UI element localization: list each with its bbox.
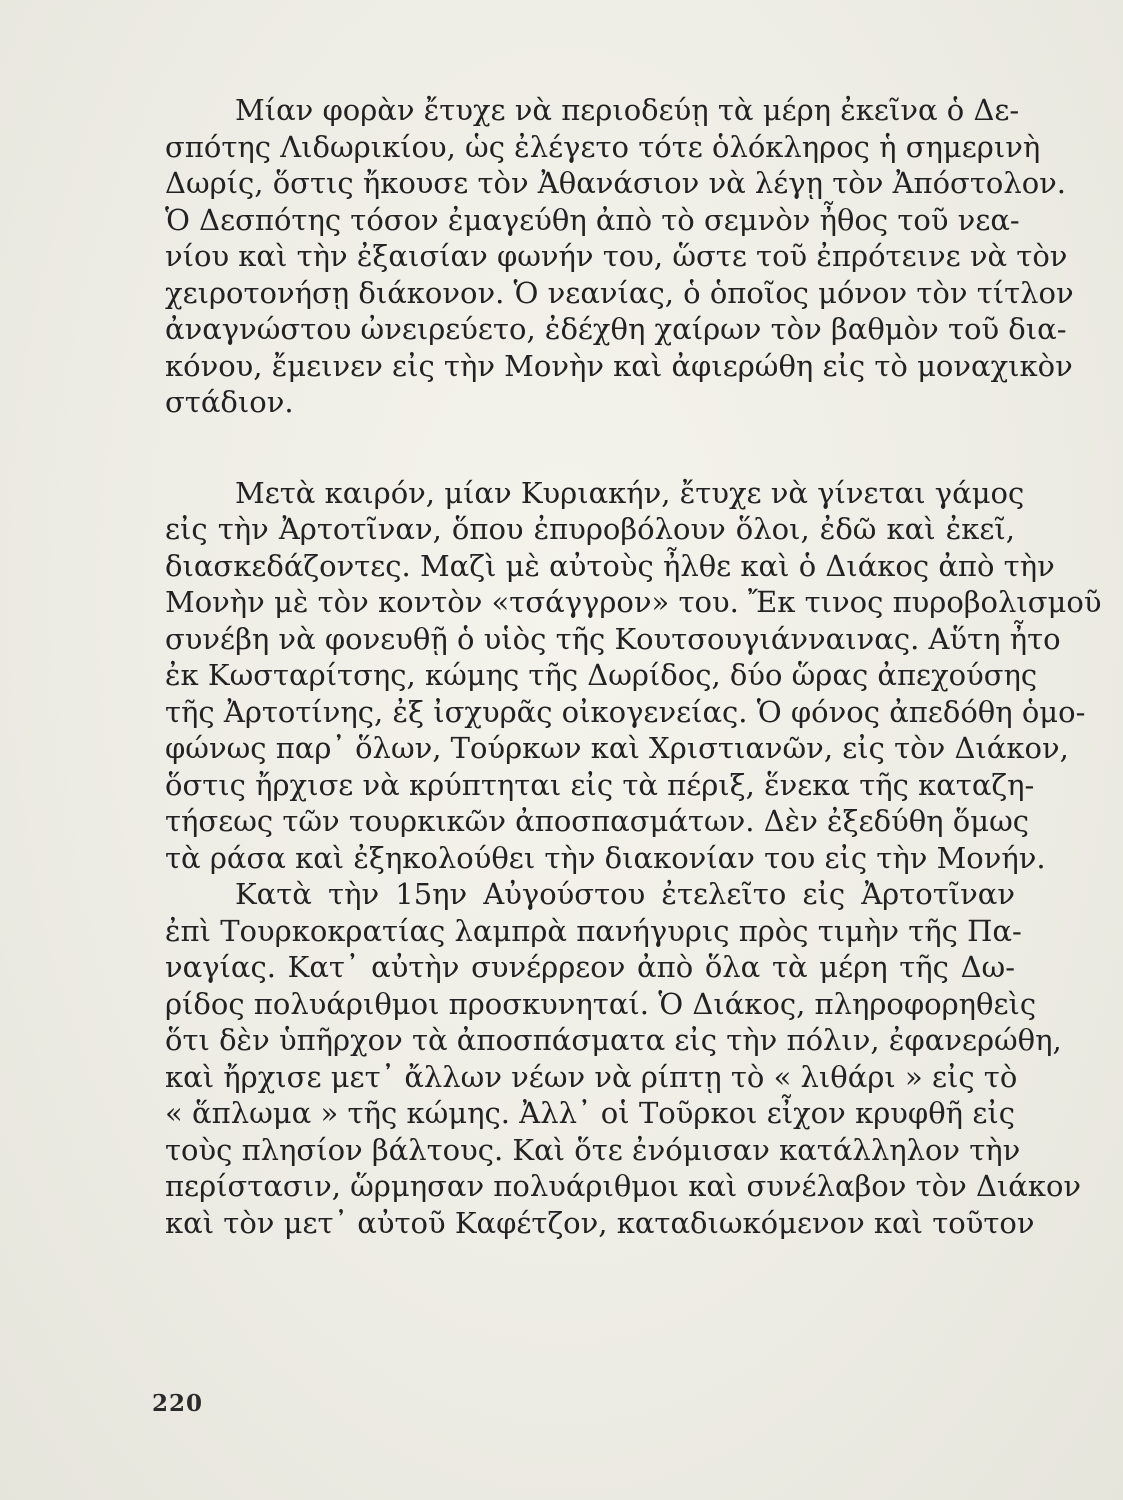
paragraph-3 <box>165 876 1082 1241</box>
text-line: ρίδος πολυάριθμοι προσκυνηταί. Ὁ Διάκος, πληροφορηθεὶς <box>165 986 1037 1021</box>
page-number: 220 <box>152 1390 204 1417</box>
text-line: διασκεδάζοντες. Μαζὶ μὲ αὐτοὺς ἦλθε καὶ ὁ Διάκος ἀπὸ τὴν <box>165 548 1055 583</box>
text-line: Μονὴν μὲ τὸν κοντὸν «τσάγγρον» του. Ἔκ τινος πυροβολισμοῦ <box>165 585 1102 619</box>
body-text <box>165 92 1102 1241</box>
text-line: ὅστις ἤρχισε νὰ κρύπτηται εἰς τὰ πέριξ, ἕνεκα τῆς καταζη- <box>165 767 1035 802</box>
text-line: νίου καὶ τὴν ἐξαισίαν φωνήν του, ὥστε τοῦ ἐπρότεινε νὰ τὸν <box>165 239 1068 273</box>
text-line: χειροτονήσῃ διάκονον. Ὁ νεανίας, ὁ ὁποῖος μόνον τὸν τίτλον <box>165 275 1074 310</box>
paragraph-spacer <box>165 421 1015 475</box>
text-line: τὰ ράσα καὶ ἐξηκολούθει τὴν διακονίαν του εἰς τὴν Μονήν. <box>165 840 1046 875</box>
text-line: τοὺς πλησίον βάλτους. Καὶ ὅτε ἐνόμισαν κατάλληλον τὴν <box>165 1132 1021 1167</box>
text-line: εἰς τὴν Ἀρτοτῖναν, ὅπου ἐπυροβόλουν ὅλοι, ἐδῶ καὶ ἐκεῖ, <box>165 512 1015 546</box>
text-line: κόνου, ἔμεινεν εἰς τὴν Μονὴν καὶ ἀφιερώθη εἰς τὸ μοναχικὸν <box>165 348 1073 383</box>
text-line: ναγίας. Κατ᾽ αὐτὴν συνέρρεον ἀπὸ ὅλα τὰ μέρη τῆς Δω- <box>165 950 1015 984</box>
paragraph-2 <box>165 475 1102 877</box>
text-line: ὅτι δὲν ὑπῆρχον τὰ ἀποσπάσματα εἰς τὴν πόλιν, ἐφανερώθη, <box>165 1023 1062 1057</box>
text-line: Μετὰ καιρόν, μίαν Κυριακήν, ἔτυχε νὰ γίνεται γάμος <box>235 475 1025 510</box>
text-line: ἀναγνώστου ὠνειρεύετο, ἐδέχθη χαίρων τὸν βαθμὸν τοῦ δια- <box>165 312 1067 346</box>
text-line: συνέβη νὰ φονευθῇ ὁ υἱὸς τῆς Κουτσουγιάνναινας. Αὕτη ἦτο <box>165 621 1061 656</box>
paragraph-1 <box>165 92 1074 421</box>
text-line: καὶ ἤρχισε μετ᾽ ἄλλων νέων νὰ ρίπτῃ τὸ « λιθάρι » εἰς τὸ <box>165 1059 1018 1094</box>
text-line: σπότης Λιδωρικίου, ὡς ἐλέγετο τότε ὁλόκληρος ἡ σημερινὴ <box>165 129 1041 164</box>
text-line: φώνως παρ᾽ ὅλων, Τούρκων καὶ Χριστιανῶν, εἰς τὸν Διάκον, <box>165 731 1069 765</box>
text-line: Δωρίς, ὅστις ἤκουσε τὸν Ἀθανάσιον νὰ λέγῃ τὸν Ἀπόστολον. <box>165 166 1067 200</box>
text-line: « ἅπλωμα » τῆς κώμης. Ἀλλ᾽ οἱ Τοῦρκοι εἶχον κρυφθῆ εἰς <box>165 1096 1015 1130</box>
text-line: τῆς Ἀρτοτίνης, ἐξ ἰσχυρᾶς οἰκογενείας. Ὁ φόνος ἀπεδόθη ὁμο- <box>165 694 1086 729</box>
text-line: περίστασιν, ὥρμησαν πολυάριθμοι καὶ συνέλαβον τὸν Διάκον <box>165 1169 1082 1203</box>
text-line: στάδιον. <box>165 385 294 419</box>
text-line: Ὁ Δεσπότης τόσον ἐμαγεύθη ἀπὸ τὸ σεμνὸν ἦθος τοῦ νεα- <box>165 202 1020 237</box>
text-line: ἐπὶ Τουρκοκρατίας λαμπρὰ πανήγυρις πρὸς τιμὴν τῆς Πα- <box>165 913 1022 948</box>
text-line: ἐκ Κωσταρίτσης, κώμης τῆς Δωρίδος, δύο ὥρας ἀπεχούσης <box>165 658 1038 692</box>
text-line: Μίαν φορὰν ἔτυχε νὰ περιοδεύῃ τὰ μέρη ἐκεῖνα ὁ Δε- <box>235 93 1020 127</box>
text-line: Κατὰ τὴν 15ην Αὐγούστου ἐτελεῖτο εἰς Ἀρτοτῖναν <box>235 877 1015 911</box>
text-line: καὶ τὸν μετ᾽ αὐτοῦ Καφέτζον, καταδιωκόμενον καὶ τοῦτον <box>165 1205 1035 1240</box>
text-line: τήσεως τῶν τουρκικῶν ἀποσπασμάτων. Δὲν ἐξεδύθη ὅμως <box>165 804 1029 838</box>
